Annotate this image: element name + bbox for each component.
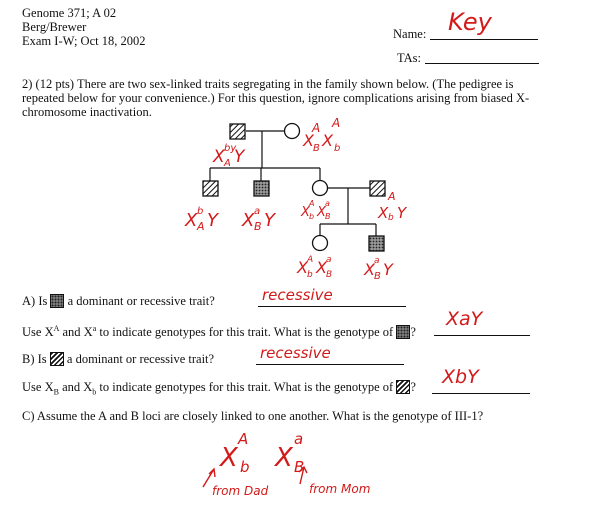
svg-text:X: X xyxy=(303,131,314,150)
svg-text:Y: Y xyxy=(397,204,407,222)
svg-text:A: A xyxy=(238,430,249,448)
genotype-I-1 xyxy=(212,143,246,169)
svg-text:X: X xyxy=(378,204,389,222)
svg-text:B: B xyxy=(294,458,305,476)
svg-text:X: X xyxy=(322,131,333,150)
svg-text:A: A xyxy=(307,255,314,265)
genotype-I-2 xyxy=(302,116,340,154)
svg-text:a: a xyxy=(294,430,304,448)
part-a-genotype-question: Use $X^A$ and $X^a$ to indicate genotypes for this trait. What is the genotype of ? xyxy=(22,324,416,340)
svg-text:b: b xyxy=(309,212,315,221)
part-a-answer: recessive xyxy=(262,286,333,304)
genotype-III-2 xyxy=(363,256,394,282)
individual-I-2 xyxy=(285,124,300,139)
svg-text:X: X xyxy=(301,205,310,220)
part-a-answer-line xyxy=(258,305,406,307)
part-a-genotype-answer: XaY xyxy=(446,308,483,330)
part-a-question: A) Is a dominant or recessive trait? xyxy=(22,294,215,308)
part-b-question: B) Is a dominant or recessive trait? xyxy=(22,352,215,366)
genotype-II-3 xyxy=(300,199,331,221)
svg-text:X: X xyxy=(185,210,198,231)
svg-text:a: a xyxy=(254,206,261,217)
genotype-II-1 xyxy=(184,206,220,233)
svg-text:B: B xyxy=(326,270,333,280)
svg-text:a: a xyxy=(326,255,332,265)
question-intro-line3: chromosome inactivation. xyxy=(22,105,152,119)
svg-text:A: A xyxy=(224,158,231,169)
part-b-answer-line xyxy=(256,363,404,365)
part-c-answer-from-mom xyxy=(273,430,304,476)
svg-text:Y: Y xyxy=(383,260,393,279)
svg-text:A: A xyxy=(197,220,205,233)
course-title: Genome 371; A 02 xyxy=(22,6,117,20)
part-b-genotype-question: Use $X_B$ and $X_b$ to indicate genotypes for this trait. What is the genotype of ? xyxy=(22,380,416,397)
svg-text:X: X xyxy=(213,147,225,167)
svg-text:X: X xyxy=(242,210,255,231)
svg-text:B: B xyxy=(374,271,381,282)
genotype-II-2 xyxy=(241,206,277,233)
svg-text:B: B xyxy=(313,143,320,154)
svg-text:X: X xyxy=(364,260,375,279)
individual-II-2 xyxy=(254,181,269,196)
svg-text:A: A xyxy=(332,116,341,130)
hatched-square-symbol-2 xyxy=(396,380,410,394)
part-b-answer: recessive xyxy=(260,344,331,362)
svg-text:b: b xyxy=(334,143,341,154)
genotype-III-1 xyxy=(296,255,332,280)
dotted-square-symbol-2 xyxy=(396,325,410,339)
svg-text:b: b xyxy=(388,213,394,223)
individual-II-4 xyxy=(370,181,385,196)
note-from-dad: from Dad xyxy=(212,484,269,498)
svg-text:X: X xyxy=(316,258,327,277)
svg-text:by: by xyxy=(224,143,237,154)
part-a-genotype-line xyxy=(434,334,530,336)
svg-text:b: b xyxy=(197,206,204,217)
part-c-answer-area xyxy=(0,420,601,506)
svg-text:Y: Y xyxy=(264,210,275,231)
svg-text:b: b xyxy=(240,458,250,476)
svg-text:X: X xyxy=(275,443,293,473)
svg-text:B: B xyxy=(325,212,331,221)
individual-II-1 xyxy=(203,181,218,196)
note-from-mom: from Mom xyxy=(309,482,371,496)
svg-text:b: b xyxy=(307,270,313,280)
part-c-answer-from-dad xyxy=(218,430,250,476)
exam-date: Exam I-W; Oct 18, 2002 xyxy=(22,34,146,48)
svg-text:X: X xyxy=(297,258,308,277)
svg-text:X: X xyxy=(317,205,326,220)
question-intro-line1: 2) (12 pts) There are two sex-linked traits segregating in the family shown below. (The pedigree is xyxy=(22,77,514,91)
svg-text:a: a xyxy=(374,256,380,266)
name-answer: Key xyxy=(448,8,492,36)
individual-II-3 xyxy=(313,181,328,196)
svg-text:A: A xyxy=(309,199,315,208)
svg-text:A: A xyxy=(388,190,396,203)
svg-text:Y: Y xyxy=(207,210,218,231)
individual-III-1 xyxy=(313,236,328,251)
svg-text:X: X xyxy=(220,443,238,473)
individual-III-2 xyxy=(369,236,384,251)
svg-text:a: a xyxy=(325,199,330,208)
name-label: Name: xyxy=(393,27,427,41)
question-intro-line2: repeated below for your convenience.) For this question, ignore complications arising from biased X- xyxy=(22,91,530,105)
individual-I-1 xyxy=(230,124,245,139)
hatched-square-symbol xyxy=(50,352,64,366)
dotted-square-symbol xyxy=(50,294,64,308)
svg-text:A: A xyxy=(312,121,321,135)
part-b-genotype-answer: XbY xyxy=(442,366,479,388)
svg-text:Y: Y xyxy=(234,147,245,167)
tas-label: TAs: xyxy=(397,51,421,65)
svg-text:B: B xyxy=(254,220,262,233)
part-c-question: C) Assume the A and B loci are closely linked to one another. What is the genotype of III-1? xyxy=(22,409,484,423)
instructors: Berg/Brewer xyxy=(22,20,87,34)
part-b-genotype-line xyxy=(432,392,530,394)
